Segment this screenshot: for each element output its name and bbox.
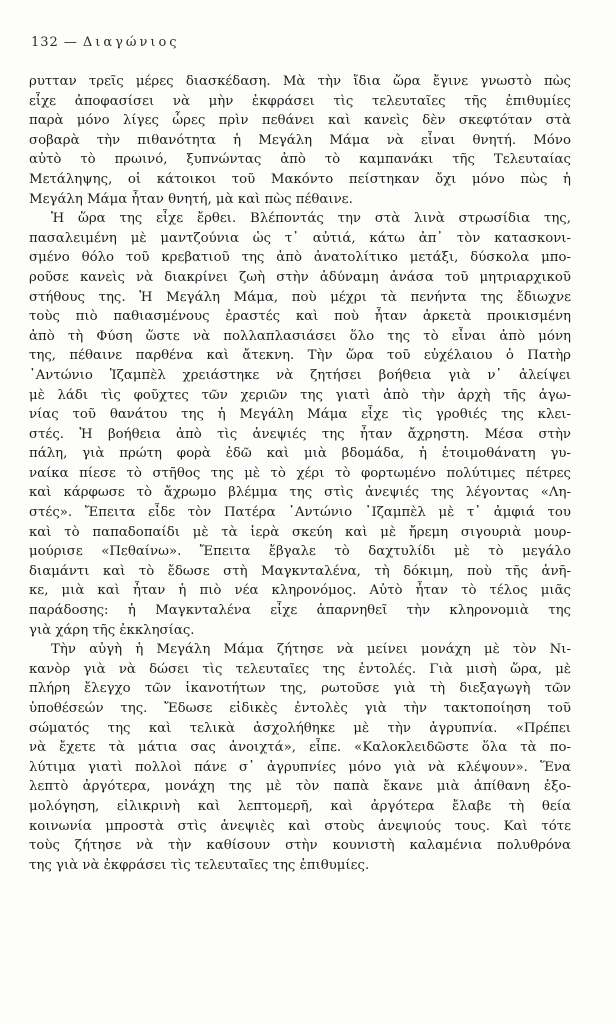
text-line: μὲ λάδι τὶς φοῦχτες τῶν χεριῶν της γιατὶ ἀπὸ τὴν ἀρχὴ τῆς ἀγω- bbox=[29, 387, 571, 403]
body-text bbox=[29, 72, 571, 875]
text-line: νίας τοῦ θανάτου της ἡ Μεγάλη Μάμα εἶχε τὶς γροθιές της κλει- bbox=[29, 407, 571, 423]
text-line: μούρισε «Πεθαίνω». Ἔπειτα ἔβγαλε τὸ δαχτυλίδι μὲ τὸ μεγάλο bbox=[29, 544, 571, 560]
text-line: ρυτταν τρεῖς μέρες διασκέδαση. Μὰ τὴν ἴδια ὥρα ἔγινε γνωστὸ πὼς bbox=[29, 74, 571, 89]
text-line: καὶ τὸ παπαδοπαίδι μὲ τὰ ἱερὰ σκεύη καὶ μὲ ἤρεμη σιγουριὰ μουρ- bbox=[29, 524, 571, 540]
text-line: τοὺς πιὸ παθιασμένους ἐραστές καὶ ποὺ ἦταν ἀρκετὰ προικισμένη bbox=[29, 309, 571, 325]
text-line: κοινωνία μπροστὰ στὶς ἀνεψιὲς καὶ στοὺς ἀνεψιούς τους. Καὶ τότε bbox=[29, 818, 571, 834]
text-line: νὰ ἔχετε τὰ μάτια σας ἀνοιχτά», εἶπε. «Καλοκλειδῶστε ὅλα τὰ πο- bbox=[29, 740, 571, 756]
text-line: πασαλειμένη μὲ μαντζούνια ὡς τ᾽ αὐτιά, κάτω ἀπ᾽ τὸν κατασκονι- bbox=[29, 230, 571, 246]
text-line: εἶχε ἀποφασίσει νὰ μὴν ἐκφράσει τὶς τελευταῖες τῆς ἐπιθυμίες bbox=[29, 93, 571, 109]
text-line: κανὸρ γιὰ νὰ δώσει τὶς τελευταῖες της ἐντολές. Γιὰ μισὴ ὥρα, μὲ bbox=[29, 661, 571, 677]
text-line: Μεγάλη Μάμα ἦταν θνητή, μὰ καὶ πὼς πέθαινε. bbox=[29, 191, 353, 207]
text-line: πλήρη ἔλεγχο τῶν ἱκανοτήτων της, ρωτοῦσε γιὰ τὴ διεξαγωγὴ τῶν bbox=[29, 681, 571, 697]
paragraph bbox=[29, 209, 571, 640]
text-line: παρὰ μόνο λίγες ὧρες πρὶν πεθάνει καὶ κανεὶς δὲν σκεφτόταν στὰ bbox=[29, 113, 571, 129]
text-line: της γιὰ νὰ ἐκφράσει τὶς τελευταῖες της ἐπιθυμίες. bbox=[29, 857, 370, 873]
text-line: αὐτὸ τὸ πρωινό, ξυπνώντας ἀπὸ τὸ καμπανάκι τῆς Τελευταίας bbox=[29, 152, 571, 168]
text-line: ναίκα πίεσε τὸ στῆθος της μὲ τὸ χέρι τὸ φορτωμένο πολύτιμες πέτρες bbox=[29, 465, 571, 481]
paragraph bbox=[29, 640, 571, 875]
text-line: Τὴν αὐγὴ ἡ Μεγάλη Μάμα ζήτησε νὰ μείνει μονάχη μὲ τὸν Νι- bbox=[51, 642, 571, 658]
text-line: πάλη, γιὰ πρώτη φορὰ ἐδῶ καὶ μιὰ βδομάδα, ἡ ἑτοιμοθάνατη γυ- bbox=[29, 446, 571, 462]
text-line: στές. Ἡ βοήθεια ἀπὸ τὶς ἀνεψιές της ἦταν ἄχρηστη. Μέσα στὴν bbox=[29, 426, 571, 442]
header-separator: — bbox=[63, 35, 78, 50]
text-line: ροῦσε κανεὶς νὰ διακρίνει ζωὴ στὴν ἀδύναμη ἀνάσα τοῦ μητριαρχικοῦ bbox=[29, 269, 571, 285]
text-line: Ἡ ὥρα της εἶχε ἔρθει. Βλέποντάς την στὰ λινὰ στρωσίδια της, bbox=[51, 211, 571, 227]
text-line: καὶ κάρφωσε τὸ ἄχρωμο βλέμμα της στὶς ἀνεψιές της λέγοντας «Λη- bbox=[29, 485, 571, 501]
text-line: σμένο θόλο τοῦ κρεβατιοῦ της ἀπὸ ἀνατολίτικο μετάξι, δύσκολα μπο- bbox=[29, 250, 571, 266]
text-line: ᾽Αντώνιο Ἰζαμπὲλ χρειάστηκε νὰ ζητήσει βοήθεια γιὰ ν᾽ ἀλείψει bbox=[29, 367, 571, 383]
running-header bbox=[31, 35, 180, 50]
text-line: γιὰ χάρη τῆς ἐκκλησίας. bbox=[29, 622, 195, 638]
page-number: 132 bbox=[31, 35, 59, 50]
text-line: στήθους της. Ἡ Μεγάλη Μάμα, ποὺ μέχρι τὰ πενήντα της ἔδιωχνε bbox=[29, 289, 571, 305]
running-title: Διαγώνιος bbox=[82, 35, 180, 50]
text-line: λεπτὸ ἀργότερα, μονάχη της μὲ τὸν παπὰ ἔκανε μιὰ ἀπίθανη ἐξο- bbox=[29, 779, 571, 795]
text-line: σοβαρὰ τὴν πιθανότητα ἡ Μεγάλη Μάμα νὰ εἶναι θνητή. Μόνο bbox=[29, 132, 571, 148]
paragraph bbox=[29, 72, 571, 209]
text-line: τοὺς ζήτησε νὰ τὴν καθίσουν στὴν κουνιστὴ καλαμένια πολυθρόνα bbox=[29, 838, 571, 854]
text-line: λύτιμα γιατὶ πολλοὶ πάνε σ᾽ ἀγρυπνίες μόνο γιὰ νὰ κλέψουν». Ἕνα bbox=[29, 759, 571, 775]
text-line: ὑποθέσεών της. Ἔδωσε εἰδικὲς ἐντολὲς γιὰ τὴν τακτοποίηση τοῦ bbox=[29, 701, 571, 716]
text-line: μολόγηση, εἰλικρινὴ καὶ λεπτομερῆ, καὶ ἀργότερα ἔλαβε τὴ θεία bbox=[29, 798, 571, 814]
text-line: Μετάληψης, οἱ κάτοικοι τοῦ Μακόντο πείστηκαν ὄχι μόνο πὼς ἡ bbox=[29, 171, 571, 187]
text-line: κε, μιὰ καὶ ἦταν ἡ πιὸ νέα κληρονόμος. Αὐτὸ ἦταν τὸ τέλος μιᾶς bbox=[29, 583, 571, 599]
text-line: της, πέθαινε παρθένα καὶ ἄτεκνη. Τὴν ὥρα τοῦ εὐχέλαιου ὁ Πατὴρ bbox=[29, 348, 571, 364]
text-line: διαμάντι καὶ τὸ ἔδωσε στὴ Μαγκνταλένα, τὴ δόκιμη, ποὺ τῆς ἀνῆ- bbox=[29, 563, 571, 579]
text-line: παράδοσης: ἡ Μαγκνταλένα εἶχε ἀπαρνηθεῖ τὴν κληρονομιὰ της bbox=[29, 603, 571, 619]
text-line: στές». Ἔπειτα εἶδε τὸν Πατέρα ᾽Αντώνιο ᾽Ιζαμπὲλ μὲ τ᾽ ἀμφιά του bbox=[29, 505, 571, 521]
text-line: σώματός της καὶ τελικὰ ἀσχολήθηκε μὲ τὴν ἀγρυπνία. «Πρέπει bbox=[29, 720, 571, 736]
text-line: ἀπὸ τὴ Φύση ὥστε νὰ πολλαπλασιάσει ὅλο της τὸ εἶναι ἀπὸ μόνη bbox=[29, 328, 571, 344]
